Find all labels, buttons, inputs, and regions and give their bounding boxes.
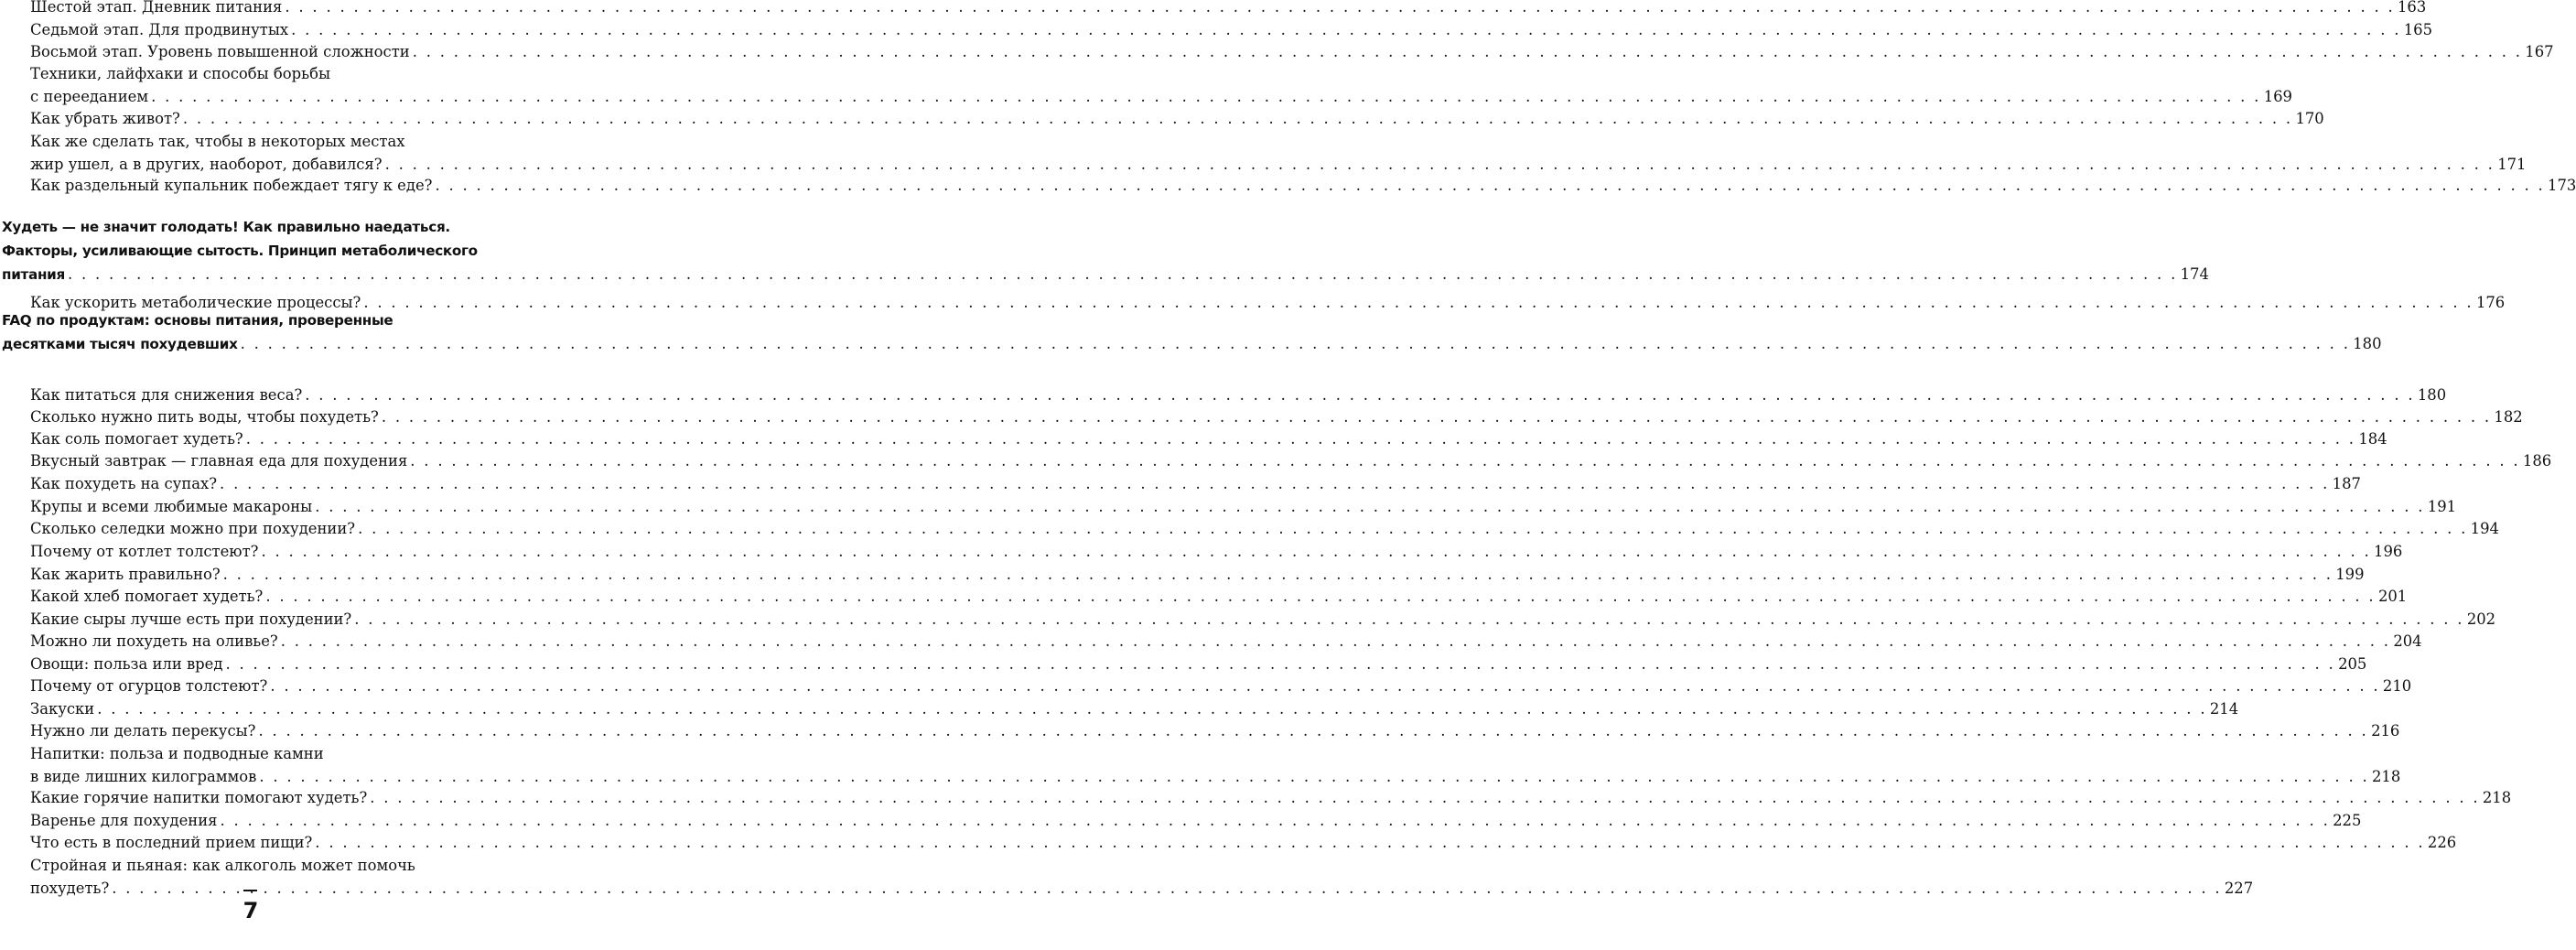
toc-page-number: 180 [2353, 335, 2382, 352]
toc-entry-title: Сколько нужно пить воды, чтобы похудеть? [30, 408, 379, 426]
dot-leader [383, 153, 2498, 176]
toc-page-number: 205 [2338, 655, 2367, 673]
dot-leader [367, 786, 2483, 809]
toc-entry [30, 40, 2554, 63]
toc-page-number: 227 [2224, 880, 2254, 897]
toc-entry [30, 675, 2412, 697]
toc-entry-title: Как жарить правильно? [30, 566, 221, 583]
toc-page-number: 204 [2393, 632, 2422, 650]
toc-page-number: 165 [2403, 21, 2433, 38]
toc-entry [30, 62, 2292, 108]
toc-page-number: 176 [2475, 294, 2506, 311]
dot-leader [407, 449, 2523, 472]
section-title-line: десятками тысяч похудевших [2, 336, 238, 352]
dot-leader [410, 40, 2526, 63]
toc-page-number: 187 [2332, 475, 2361, 492]
toc-entry [30, 107, 2324, 130]
toc-entry-title: Восьмой этап. Уровень повышенной сложности [30, 43, 410, 60]
toc-page-number: 186 [2522, 452, 2552, 470]
toc-entry [30, 405, 2523, 428]
toc-entry [30, 517, 2499, 540]
toc-entry-title: Крупы и всеми любимые макароны [30, 498, 313, 515]
toc-entry-title: Вкусный завтрак — главная еда для похудения [30, 452, 408, 470]
dot-leader [361, 291, 2476, 314]
toc-page-number: 196 [2374, 543, 2403, 560]
dot-leader [267, 675, 2383, 697]
dot-leader [432, 174, 2548, 197]
toc-page-number: 169 [2263, 88, 2292, 105]
toc-entry [30, 427, 2387, 450]
toc-entry-title-continued: с перееданием [30, 88, 149, 105]
dot-leader [256, 765, 2372, 788]
dot-leader [243, 427, 2359, 450]
toc-entry [30, 0, 2427, 18]
toc-page-number: 184 [2358, 430, 2387, 448]
toc-entry-title: Как похудеть на супах? [30, 475, 218, 492]
toc-entry [30, 540, 2403, 563]
toc-entry-title: Как убрать живот? [30, 110, 180, 127]
toc-page-number: 182 [2494, 408, 2523, 426]
toc-page-number: 216 [2371, 722, 2400, 739]
dot-leader [312, 495, 2428, 518]
toc-entry [30, 630, 2422, 653]
toc-entry [30, 174, 2576, 197]
toc-entry [30, 608, 2496, 631]
toc-page-number: 170 [2295, 110, 2324, 127]
toc-entry [30, 18, 2433, 41]
dot-leader [148, 85, 2264, 108]
toc-page-number: 174 [2180, 265, 2209, 283]
toc-entry [30, 472, 2361, 495]
dot-leader [282, 0, 2398, 18]
toc-entry [30, 809, 2362, 832]
dot-leader [109, 877, 2225, 900]
dot-leader [94, 697, 2210, 720]
toc-entry-title: Как питаться для снижения веса? [30, 386, 303, 404]
toc-entry [30, 786, 2512, 809]
dot-leader [180, 107, 2296, 130]
toc-page-number: 171 [2497, 156, 2527, 173]
toc-entry [30, 854, 2254, 900]
toc-entry [30, 495, 2457, 518]
toc-entry-title: Нужно ли делать перекусы? [30, 722, 256, 739]
toc-entry-title: Какие горячие напитки помогают худеть? [30, 789, 368, 806]
toc-entry-title: Что есть в последний прием пищи? [30, 834, 313, 851]
dot-leader [258, 540, 2374, 563]
toc-page-number: 199 [2335, 566, 2365, 583]
toc-page-number: 202 [2466, 610, 2496, 628]
toc-entry-title-continued: в виде лишних килограммов [30, 768, 257, 785]
toc-entry-title: Почему от котлет толстеют? [30, 543, 259, 560]
toc-entry-title: Как ускорить метаболические процессы? [30, 294, 361, 311]
toc-entry-title: Овощи: польза или вред [30, 655, 223, 673]
section-title-line: питания [2, 266, 65, 283]
section-title-line: Худеть — не значит голодать! Как правильно наедаться. [2, 219, 450, 235]
dot-leader [222, 653, 2338, 675]
toc-entry-title: Техники, лайфхаки и способы борьбы [30, 65, 330, 82]
dot-leader [288, 18, 2404, 41]
section-title-line: FAQ по продуктам: основы питания, проверенные [2, 312, 393, 329]
dot-leader [263, 585, 2378, 608]
toc-entry [30, 742, 2401, 788]
section-title-line: Факторы, усиливающие сытость. Принцип метаболического [2, 243, 478, 259]
toc-entry-title: Шестой этап. Дневник питания [30, 0, 283, 16]
toc-page-number: 201 [2377, 588, 2408, 605]
dot-leader [379, 405, 2495, 428]
dot-leader [355, 517, 2471, 540]
dot-leader [217, 472, 2333, 495]
dot-leader [217, 809, 2333, 832]
toc-page-number: 218 [2371, 768, 2401, 785]
toc-entry-title: Почему от огурцов толстеют? [30, 677, 268, 695]
toc-entry-title: Какие сыры лучше есть при похудении? [30, 610, 352, 628]
toc-entry [30, 719, 2400, 742]
dot-leader [65, 263, 2181, 286]
toc-entry-title: Как раздельный купальник побеждает тягу к еде? [30, 177, 433, 194]
toc-entry-title: Закуски [30, 700, 95, 718]
toc-entry-title: Варенье для похудения [30, 812, 218, 829]
toc-entry-title: Стройная и пьяная: как алкоголь может помочь [30, 857, 415, 874]
dot-leader [255, 719, 2371, 742]
toc-page-number: 173 [2548, 177, 2576, 194]
page-number: 7 [243, 898, 259, 923]
toc-entry [30, 563, 2365, 586]
toc-entry [30, 653, 2367, 675]
toc-entry [30, 697, 2239, 720]
toc-entry-title: Как соль помогает худеть? [30, 430, 243, 448]
toc-page-number: 225 [2333, 812, 2362, 829]
toc-entry-title: Как же сделать так, чтобы в некоторых местах [30, 133, 405, 150]
dot-leader [238, 332, 2354, 356]
toc-entry-title: Напитки: польза и подводные камни [30, 745, 324, 762]
dot-leader [302, 383, 2418, 406]
toc-page-number: 163 [2398, 0, 2427, 16]
toc-section-heading [2, 215, 2209, 286]
dot-leader [221, 563, 2336, 586]
toc-entry-title: Сколько селедки можно при похудении? [30, 520, 356, 537]
toc-page-number: 180 [2417, 386, 2447, 404]
toc-page-number: 218 [2482, 789, 2512, 806]
dot-leader [278, 630, 2394, 653]
toc-section-heading [2, 308, 2382, 356]
toc-page-number: 191 [2427, 498, 2457, 515]
toc-page-number: 214 [2209, 700, 2239, 718]
toc-entry [30, 831, 2457, 854]
toc-entry [30, 449, 2552, 472]
toc-entry [30, 130, 2527, 176]
toc-entry-title-continued: похудеть? [30, 880, 110, 897]
toc-page-number: 210 [2382, 677, 2412, 695]
toc-page-number: 226 [2427, 834, 2457, 851]
dot-leader [351, 608, 2467, 631]
dot-leader [312, 831, 2428, 854]
toc-entry-title: Седьмой этап. Для продвинутых [30, 21, 289, 38]
toc-entry [30, 585, 2408, 608]
toc-entry-title-continued: жир ушел, а в других, наоборот, добавился? [30, 156, 383, 173]
footer-rule [243, 890, 257, 891]
toc-page-number: 167 [2525, 43, 2554, 60]
toc-entry [30, 383, 2447, 406]
toc-entry-title: Можно ли похудеть на оливье? [30, 632, 278, 650]
toc-entry-title: Какой хлеб помогает худеть? [30, 588, 264, 605]
toc-page-number: 194 [2470, 520, 2499, 537]
